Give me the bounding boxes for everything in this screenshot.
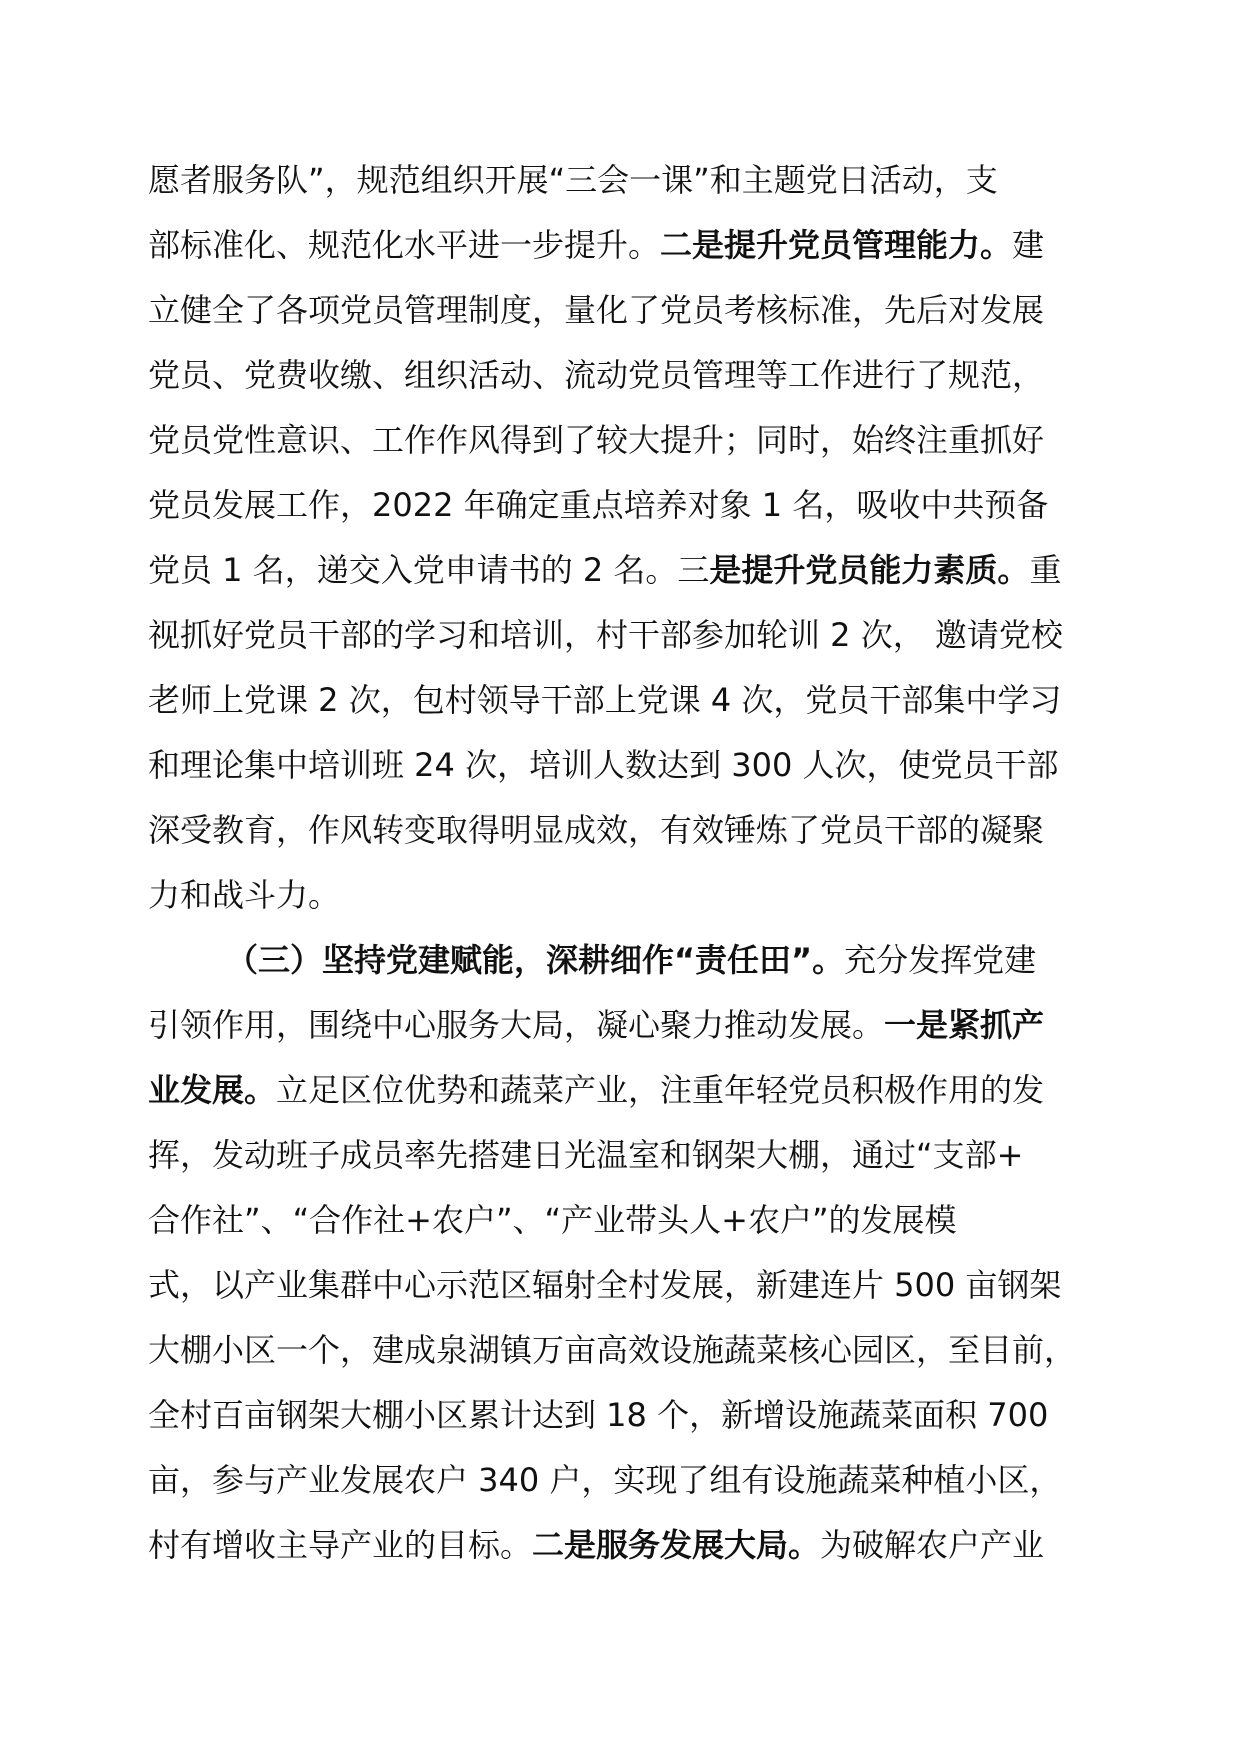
text-line bbox=[148, 798, 1096, 863]
text-run: 立足区位优势和蔬菜产业，注重年轻党员积极作用的发 bbox=[276, 1071, 1045, 1109]
text-line bbox=[148, 1448, 1096, 1513]
text-line bbox=[148, 1513, 1096, 1578]
text-run: 部标准化、规范化水平进一步提升。 bbox=[148, 226, 661, 264]
text-line bbox=[148, 603, 1096, 668]
text-line bbox=[148, 343, 1096, 408]
text-line bbox=[148, 213, 1096, 278]
text-run: 立健全了各项党员管理制度，量化了党员考核标准，先后对发展 bbox=[148, 291, 1045, 329]
text-line bbox=[148, 1058, 1096, 1123]
body-text bbox=[148, 148, 1096, 1578]
text-run: 党员、党费收缴、组织活动、流动党员管理等工作进行了规范， bbox=[148, 356, 1045, 394]
text-run: 合作社”、“合作社+农户”、“产业带头人+农户”的发展模 bbox=[148, 1201, 957, 1239]
text-run: 党员发展工作，2022 年确定重点培养对象 1 名，吸收中共预备 bbox=[148, 486, 1049, 524]
text-run: 为破解农户产业 bbox=[820, 1526, 1045, 1564]
text-line bbox=[148, 668, 1096, 733]
section-heading-line bbox=[148, 928, 1096, 993]
text-line bbox=[148, 733, 1096, 798]
text-line bbox=[148, 473, 1096, 538]
text-run: 式，以产业集群中心示范区辐射全村发展，新建连片 500 亩钢架 bbox=[148, 1266, 1062, 1304]
text-line bbox=[148, 1383, 1096, 1448]
bold-phrase: 业发展。 bbox=[148, 1071, 277, 1109]
text-run: 大棚小区一个，建成泉湖镇万亩高效设施蔬菜核心园区，至目前， bbox=[148, 1331, 1077, 1369]
text-run: 村有增收主导产业的目标。 bbox=[148, 1526, 533, 1564]
text-run: 党员党性意识、工作作风得到了较大提升；同时，始终注重抓好 bbox=[148, 421, 1045, 459]
text-run: 引领作用，围绕中心服务大局，凝心聚力推动发展。 bbox=[148, 1006, 885, 1044]
text-line bbox=[148, 538, 1096, 603]
bold-phrase: 是提升党员能力素质。 bbox=[709, 551, 1030, 589]
text-line bbox=[148, 1123, 1096, 1188]
text-run: 和理论集中培训班 24 次，培训人数达到 300 人次，使党员干部 bbox=[148, 746, 1059, 784]
text-line bbox=[148, 863, 1096, 928]
text-line bbox=[148, 1318, 1096, 1383]
text-line bbox=[148, 408, 1096, 473]
text-run: 充分发挥党建 bbox=[844, 941, 1037, 979]
bold-phrase: 一是紧抓产 bbox=[884, 1006, 1045, 1044]
text-run: 党员 1 名，递交入党申请书的 2 名。三 bbox=[148, 551, 710, 589]
text-line bbox=[148, 278, 1096, 343]
text-line bbox=[148, 148, 1096, 213]
text-run: 重 bbox=[1029, 551, 1062, 589]
text-run: 亩，参与产业发展农户 340 户，实现了组有设施蔬菜种植小区， bbox=[148, 1461, 1062, 1499]
text-run: 全村百亩钢架大棚小区累计达到 18 个，新增设施蔬菜面积 700 bbox=[148, 1396, 1049, 1434]
bold-phrase: （三）坚持党建赋能，深耕细作“责任田”。 bbox=[226, 941, 845, 979]
text-line bbox=[148, 1188, 1096, 1253]
text-run: 深受教育，作风转变取得明显成效，有效锤炼了党员干部的凝聚 bbox=[148, 811, 1045, 849]
text-run: 挥，发动班子成员率先搭建日光温室和钢架大棚，通过“支部+ bbox=[148, 1136, 1024, 1174]
text-run: 视抓好党员干部的学习和培训，村干部参加轮训 2 次， 邀请党校 bbox=[148, 616, 1063, 654]
bold-phrase: 二是提升党员管理能力。 bbox=[660, 226, 1013, 264]
text-run: 力和战斗力。 bbox=[148, 876, 341, 914]
text-line bbox=[148, 1253, 1096, 1318]
text-run: 愿者服务队”，规范组织开展“三会一课”和主题党日活动，支 bbox=[148, 161, 998, 199]
text-run: 建 bbox=[1012, 226, 1045, 264]
text-run: 老师上党课 2 次，包村领导干部上党课 4 次，党员干部集中学习 bbox=[148, 681, 1062, 719]
text-line bbox=[148, 993, 1096, 1058]
bold-phrase: 二是服务发展大局。 bbox=[532, 1526, 821, 1564]
